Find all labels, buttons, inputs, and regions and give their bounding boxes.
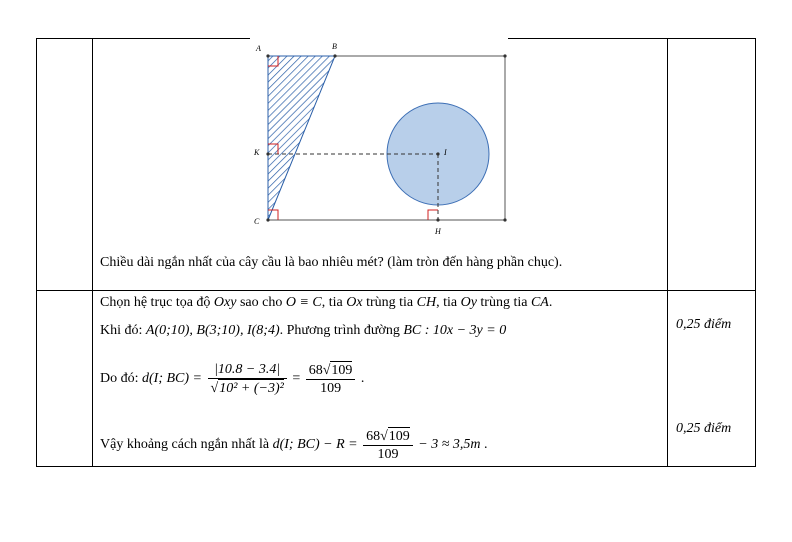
table-row-divider [36,290,756,291]
corner-top-right [503,54,506,57]
table-right-border [755,38,756,467]
table-col-divider-2 [667,38,668,467]
final-fraction: $\frac{68√109}{109}$ [363,427,413,463]
point-a [266,54,269,57]
label-i: I [444,148,447,157]
corner-bottom-right [503,218,506,221]
label-a: A [256,44,261,53]
label-k: K [254,148,260,157]
question-text: Chiều dài ngắn nhất của cây cầu là bao nhiêu mét? (làm tròn đến hàng phần chục). [100,255,563,270]
point-b [333,54,336,57]
label-c: C [254,217,260,226]
point-i [436,152,439,155]
solution-line-2: Khi đó: A(0;10), B(3;10), I(8;4). Phương trình đường BC : 10x − 3y = 0 [100,323,507,338]
score-2: 0,25 điểm [676,421,732,436]
score-1: 0,25 điểm [676,317,732,332]
table-left-border [36,38,37,467]
distance-fraction: $\frac{|10.8 - 3.4|}{\text{√10² + (−3)²}}$ [208,361,287,397]
point-k [266,152,269,155]
label-b: B [332,42,337,51]
label-h: H [435,227,441,236]
geometry-figure [248,38,518,238]
solution-line-4: Vậy khoảng cách ngắn nhất là d(I; BC) − R = $\frac{68√109}{109}$ − 3 ≈ 3,5m . [100,429,488,462]
hatched-triangle-abc [268,56,335,220]
solution-line-3: Do đó: d(I; BC) = $\frac{|10.8 - 3.4|}{\text{√10² + (−3)²}}$ = $\frac{68√109}{109}$ . [100,362,365,396]
point-h [436,218,439,221]
distance-result-fraction: $\frac{68√109}{109}$ [306,361,356,397]
right-angle-h [428,210,438,220]
table-col-divider-1 [92,38,93,467]
table-bottom-border [36,466,756,467]
point-c [266,218,269,221]
solution-line-1: Chọn hệ trục tọa độ Oxy sao cho O ≡ C, tia Ox trùng tia CH, tia Oy trùng tia CA. [100,295,553,310]
